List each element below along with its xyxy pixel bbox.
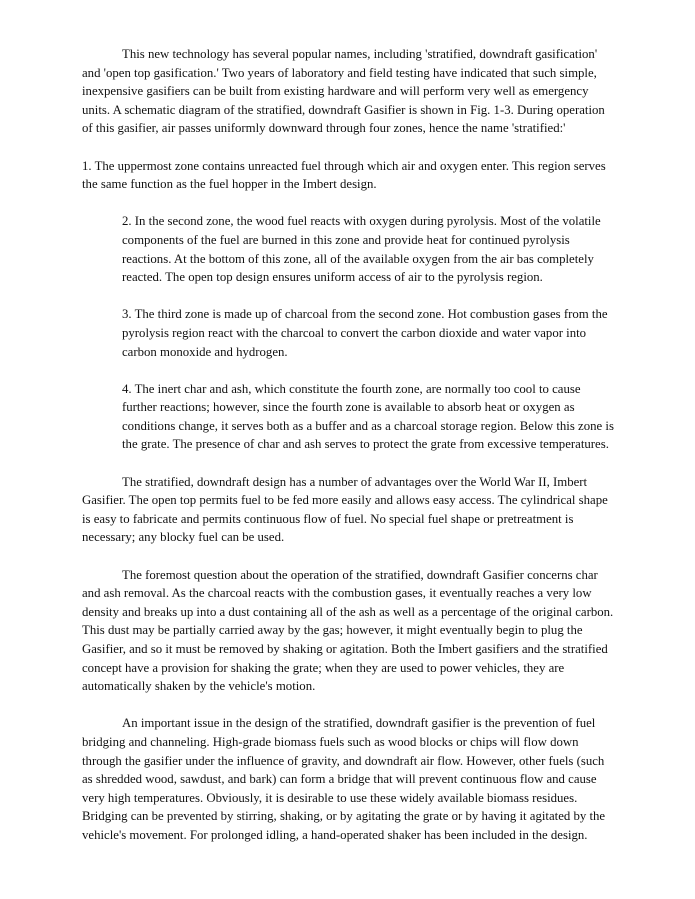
paragraph-bridging: An important issue in the design of the stratified, downdraft gasifier is the prevention of fuel bridging and channeling. High-grade biomass fuels such as wood blocks or chips will flow down through the gasifier under the influence of gravity, and downdraft air flow. However, other fuels (such as shredded wood, sawdust, and bark) can form a bridge that will prevent continuous flow and cause very high temperatures. Obviously, it is desirable to use these widely available biomass residues. Bridging can be prevented by stirring, shaking, or by agitating the grate or by having it agitated by the vehicle's movement. For prolonged idling, a hand-operated shaker has been included in the design.	[82, 716, 606, 842]
paragraph-char-ash-removal: The foremost question about the operation of the stratified, downdraft Gasifier concerns char and ash removal. As the charcoal reacts with the combustion gases, it eventually reaches a very low density and breaks up into a dust containing all of the ash as well as a percentage of the original carbon. This dust may be partially carried away by the gas; however, it might eventually begin to plug the Gasifier, and so it must be removed by shaking or agitation. Both the Imbert gasifiers and the stratified concept have a provision for shaking the grate; when they are used to power vehicles, they are automatically shaken by the vehicle's motion.	[82, 567, 614, 694]
paragraph-zone-1: 1. The uppermost zone contains unreacted fuel through which air and oxygen enter. This region serves the same function as the fuel hopper in the Imbert design.	[82, 158, 606, 192]
paragraph-zone-4: 4. The inert char and ash, which constitute the fourth zone, are normally too cool to cause further reactions; however, since the fourth zone is available to absorb heat or oxygen as conditions change, it serves both as a buffer and as a charcoal storage region. Below this zone is the grate. The presence of char and ash serves to protect the grate from excessive temperatures.	[122, 381, 614, 452]
paragraph-intro: This new technology has several popular names, including 'stratified, downdraft gasification' and 'open top gasification.' Two years of laboratory and field testing have indicated that such simple, inexpensive gasifiers can be built from existing hardware and will perform very well as emergency units. A schematic diagram of the stratified, downdraft Gasifier is shown in Fig. 1-3. During operation of this gasifier, air passes uniformly downward through four zones, hence the name 'stratified:'	[82, 47, 605, 136]
paragraph-zone-2: 2. In the second zone, the wood fuel reacts with oxygen during pyrolysis. Most of the volatile components of the fuel are burned in this zone and provide heat for continued pyrolysis reactions. At the bottom of this zone, all of the available oxygen from the air bas completely reacted. The open top design ensures uniform access of air to the pyrolysis region.	[122, 214, 601, 285]
paragraph-advantages: The stratified, downdraft design has a number of advantages over the World War II, Imbert Gasifier. The open top permits fuel to be fed more easily and allows easy access. The cylindrical shape is easy to fabricate and permits continuous flow of fuel. No special fuel shape or pretreatment is necessary; any blocky fuel can be used.	[82, 474, 608, 545]
paragraph-zone-3: 3. The third zone is made up of charcoal from the second zone. Hot combustion gases from the pyrolysis region react with the charcoal to convert the carbon dioxide and water vapor into carbon monoxide and hydrogen.	[122, 307, 608, 359]
